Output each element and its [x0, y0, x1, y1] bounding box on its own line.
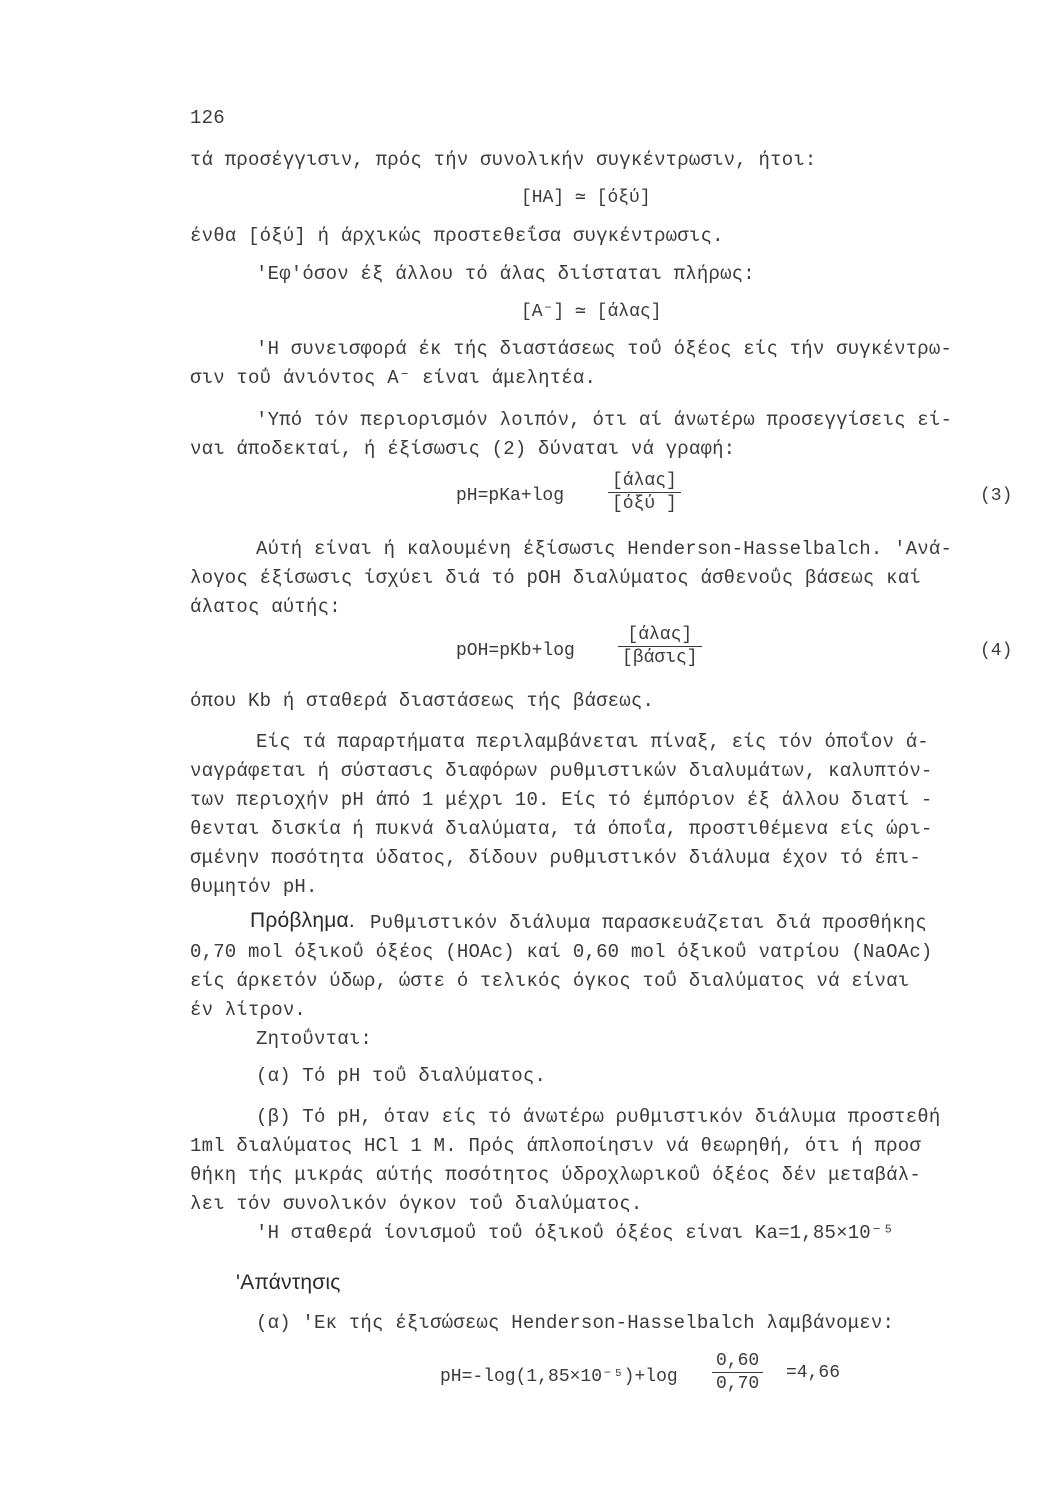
equation-4-denominator: [βάσις] [618, 646, 702, 669]
text-line: λει τόν συνολικόν όγκον τοΰ διαλύματος. [190, 1193, 643, 1215]
text-line: Είς τά παραρτήματα περιλαμβάνεται πίναξ, είς τόν όποΐον ά- [256, 731, 929, 753]
text-line: 'Η συνεισφορά έκ τής διαστάσεως τοΰ όξέος είς τήν συγκέντρω- [256, 338, 953, 360]
equation-3-fraction [608, 470, 681, 515]
text-line: Αύτή είναι ή καλουμένη έξίσωσις Henderson-Hasselbalch. 'Ανά- [256, 538, 953, 560]
text-line: Ρυθμιστικόν διάλυμα παρασκευάζεται διά προσθήκης [370, 912, 927, 934]
text-line: σιν τοΰ άνιόντος A⁻ είναι άμελητέα. [190, 367, 597, 389]
text-line: 1ml διαλύματος HCl 1 M. Πρός άπλοποίησιν νά θεωρηθή, ότι ή προσ [190, 1135, 921, 1157]
text-line: σμένην ποσότητα ύδατος, δίδουν ρυθμιστικόν διάλυμα έχον τό έπι- [190, 847, 921, 869]
text-line: 'Υπό τόν περιορισμόν λοιπόν, ότι αί άνωτέρω προσεγγίσεις εί- [256, 409, 953, 431]
text-line: Ζητοΰνται: [256, 1028, 373, 1050]
text-line: λογος έξίσωσις ίσχύει διά τό pOH διαλύματος άσθενοΰς βάσεως καί [190, 567, 921, 589]
text-line: ναι άποδεκταί, ή έξίσωσις (2) δύναται νά γραφή: [190, 438, 736, 460]
equation-3-lhs: pH=pKa+log [456, 486, 565, 506]
equation-3-numerator: [άλας] [612, 471, 677, 491]
text-line: έν λίτρον. [190, 999, 307, 1021]
text-line: θήκη τής μικράς αύτής ποσότητος ύδροχλωρικοΰ όξέος δέν μεταβάλ- [190, 1164, 921, 1186]
text-line: (β) Τό pH, όταν είς τό άνωτέρω ρυθμιστικόν διάλυμα προστεθή [256, 1106, 941, 1128]
equation-anion-salt: [A⁻] ≃ [άλας] [521, 302, 662, 322]
equation-5-result: =4,66 [786, 1363, 841, 1383]
text-line: 'Εφ'όσον έξ άλλου τό άλας διίσταται πλήρως: [256, 263, 755, 285]
text-line: ναγράφεται ή σύστασις διαφόρων ρυθμιστικών διαλυμάτων, καλυπτόν- [190, 760, 933, 782]
equation-4-fraction [618, 624, 702, 669]
answer-heading: 'Απάντησις [236, 1271, 341, 1294]
text-line: θενται δισκία ή πυκνά διαλύματα, τά όποΐα, προστιθέμενα είς ώρι- [190, 818, 933, 840]
text-line: είς άρκετόν ύδωρ, ώστε ό τελικός όγκος τοΰ διαλύματος νά είναι [190, 970, 910, 992]
equation-5-numerator: 0,60 [716, 1351, 760, 1371]
text-line: άλατος αύτής: [190, 596, 341, 618]
text-line: θυμητόν pH. [190, 876, 318, 898]
equation-3-denominator: [όξύ ] [608, 492, 681, 515]
equation-5-denominator: 0,70 [712, 1372, 763, 1395]
equation-4-numerator: [άλας] [627, 625, 693, 645]
equation-5-lhs: pH=-log(1,85×10⁻⁵)+log [440, 1367, 678, 1387]
text-line: των περιοχήν pH άπό 1 μέχρι 10. Είς τό έμπόριον έξ άλλου διατί - [190, 789, 933, 811]
text-line: ένθα [όξύ] ή άρχικώς προστεθεΐσα συγκέντρωσις. [190, 225, 724, 247]
text-line: 0,70 mol όξικοΰ όξέος (HOAc) καί 0,60 mol όξικοΰ νατρίου (NaOAc) [190, 941, 933, 963]
text-line: τά προσέγγισιν, πρός τήν συνολικήν συγκέντρωσιν, ήτοι: [190, 149, 817, 171]
page-number: 126 [190, 107, 225, 129]
equation-ha-acid: [HA] ≃ [όξύ] [521, 188, 651, 208]
text-line: (α) Τό pH τοΰ διαλύματος. [256, 1065, 547, 1087]
equation-4-number: (4) [980, 641, 1013, 661]
problem-heading: Πρόβλημα. [250, 909, 355, 932]
text-line: όπου Kb ή σταθερά διαστάσεως τής βάσεως. [190, 690, 655, 712]
equation-5-fraction [712, 1350, 763, 1395]
equation-4-lhs: pOH=pKb+log [456, 641, 575, 661]
text-line: 'Η σταθερά ίονισμοΰ τοΰ όξικοΰ όξέος είναι Ka=1,85×10⁻⁵ [256, 1222, 895, 1244]
equation-3-number: (3) [980, 486, 1013, 506]
text-line: (α) 'Εκ τής έξισώσεως Henderson-Hasselbalch λαμβάνομεν: [256, 1312, 895, 1334]
